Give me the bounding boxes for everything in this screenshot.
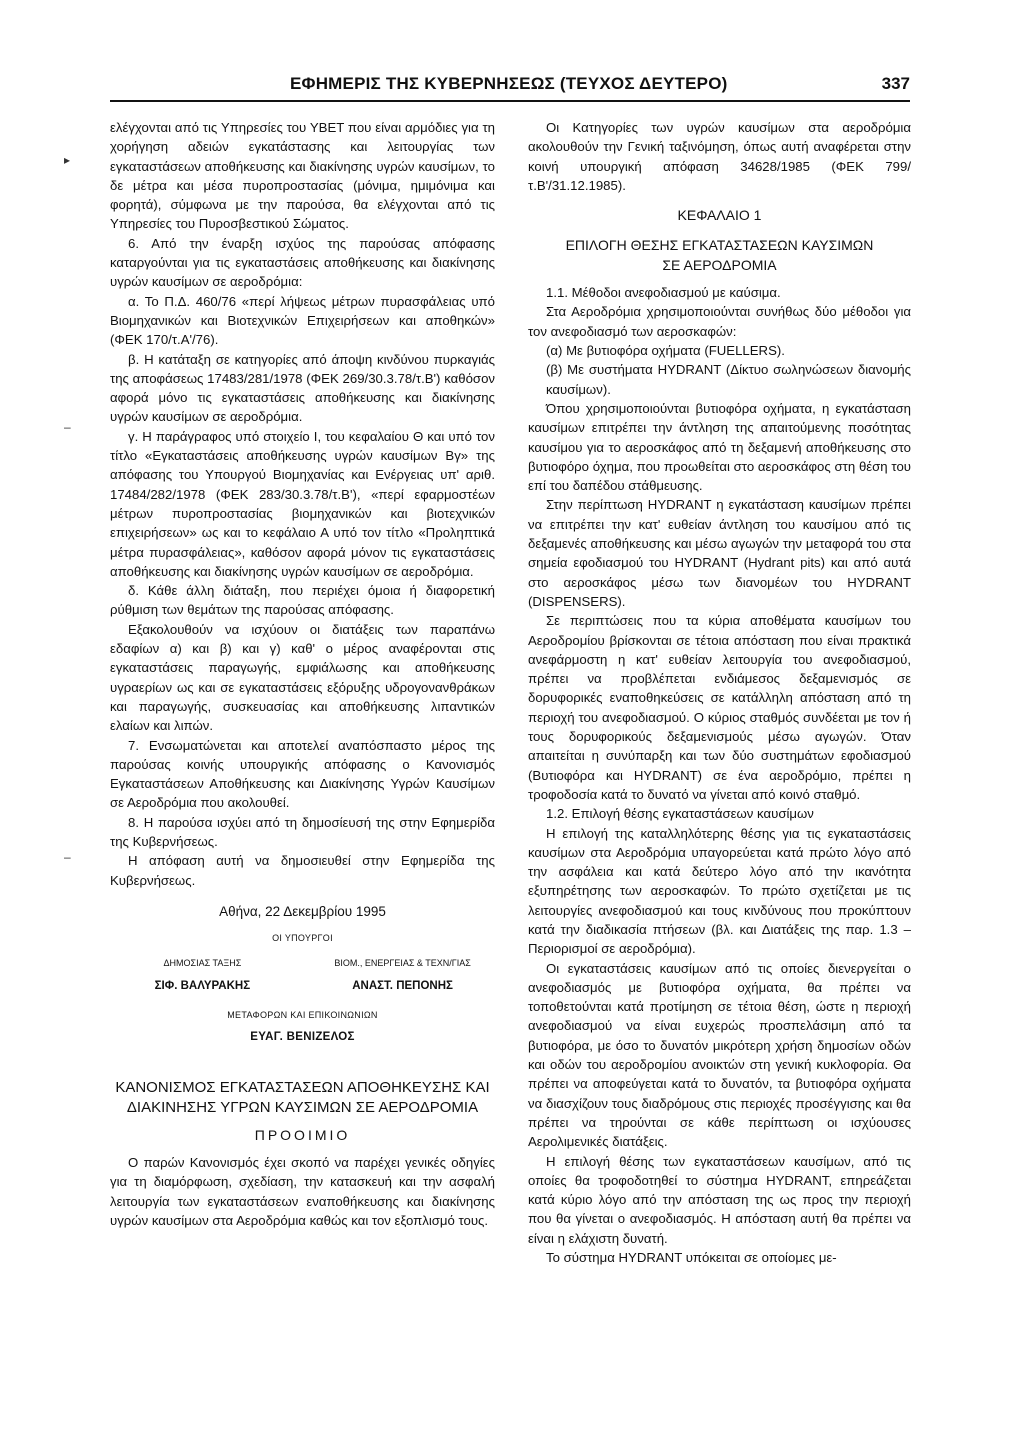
paragraph: Εξακολουθούν να ισχύουν οι διατάξεις των παραπάνω εδαφίων α) και β) και γ) καθ' ο μέρος αναφέρονται στις εγκαταστάσεις παραγωγής, εμφιάλωσης και αποθήκευσης υγραερίων ως και σε εγκαταστάσεις εξόρυξης υδρογονανθράκων και παραγωγής, συσκευασίας και αποθήκευσης λιπαντικών ελαίων και λιπών.	[110, 621, 495, 734]
minister-signature	[310, 954, 495, 996]
paragraph: 8. Η παρούσα ισχύει από τη δημοσίευσή της στην Εφημερίδα της Κυβερνήσεως.	[110, 814, 495, 849]
paragraph: β. Η κατάταξη σε κατηγορίες από άποψη κινδύνου πυρκαγιάς της αποφάσεως 17483/281/1978 (ΦΕΚ 269/30.3.78/τ.Β') καθόσον αφορά μόνο τις εγκαταστάσεις αποθήκευσης και διακίνησης υγρών καυσίμων σε αεροδρόμια.	[110, 351, 495, 425]
preamble-heading: ΠΡΟΟΙΜΙΟ	[254, 1126, 351, 1143]
paragraph: Όπου χρησιμοποιούνται βυτιοφόρα οχήματα, η εγκατάσταση καυσίμων επιτρέπει την άντληση της απαιτούμενης ποσότητας καυσίμου για το αεροσκάφος από τη δεξαμενή αποθήκευσης στο βυτιοφόρο όχημα, που προωθείται στο αεροσκάφος στη θέση του επί του δαπέδου στάθμευσης.	[528, 400, 911, 494]
chapter-title-line: ΕΠΙΛΟΓΗ ΘΕΣΗΣ ΕΓΚΑΤΑΣΤΑΣΕΩΝ ΚΑΥΣΙΜΩΝ	[565, 237, 874, 254]
paragraph: Το σύστημα HYDRANT υπόκειται σε οποίομες με-	[546, 1250, 837, 1266]
signature-block	[110, 902, 495, 1048]
minister-name: ΑΝΑΣΤ. ΠΕΠΟΝΗΣ	[352, 979, 453, 992]
paragraph: Η απόφαση αυτή να δημοσιευθεί στην Εφημερίδα της Κυβερνήσεως.	[110, 853, 495, 888]
paragraph: α. Το Π.Δ. 460/76 «περί λήψεως μέτρων πυρασφάλειας υπό Βιομηχανικών και Βιοτεχνικών Επιχειρήσεων και αποθηκών» (ΦΕΚ 170/τ.Α'/76).	[110, 293, 495, 348]
paragraph: Σε περιπτώσεις που τα κύρια αποθέματα καυσίμων του Αεροδρομίου βρίσκονται σε τέτοια απόσταση που είναι πρακτικά ανεφάρμοστη η κατ' ευθείαν λειτουργία του ανεφοδιασμού, πρέπει να προβλέπεται ενδιάμεσος δεξαμενισμός σε δορυφορικές εναποθηκεύσεις σε κατάλληλη απόσταση από τη περιοχή του ανεφοδιασμού. Ο κύριος σταθμός συνδέεται με τον ή τους δορυφορικούς δεξαμενισμούς μέσω αγωγών. Όταν απαιτείται η συνύπαρξη και των δύο συστημάτων εφοδιασμού (Βυτιοφόρα και HYDRANT) σε ένα αεροδρόμιο, πρέπει η τροφοδοσία κατά το δυνατό να γίνεται από κοινό σταθμό.	[528, 613, 911, 802]
paragraph: Ο παρών Κανονισμός έχει σκοπό να παρέχει γενικές οδηγίες για τη διαμόρφωση, σχεδίαση, την κατασκευή και την ασφαλή λειτουργία των εγκαταστάσεων εναποθήκευσης και διακίνησης υγρών καυσίμων στα Αεροδρόμια καθώς και τον εξοπλισμό τους.	[110, 1154, 495, 1228]
margin-mark: –	[64, 420, 71, 434]
section-heading: 1.2. Επιλογή θέσης εγκαταστάσεων καυσίμων	[546, 806, 814, 822]
margin-mark: –	[64, 850, 71, 864]
right-column	[528, 118, 911, 1267]
paragraph: γ. Η παράγραφος υπό στοιχείο Ι, του κεφαλαίου Θ και υπό τον τίτλο «Εγκαταστάσεις αποθήκευσης υγρών καυσίμων Βγ» της απόφασης του Υπουργού Βιομηχανίας και Ενέργειας υπ' αριθ. 17484/282/1978 (ΦΕΚ 283/30.3.78/τ.Β'), «περί εφαρμοστέων μέτρων πυροπροστασίας βιομηχανικών και βιοτεχνικών επιχειρήσεων» ως και το κεφάλαιο Α υπό τον τίτλο «Προληπτικά μέτρα πυρασφάλειας», καθόσον αφορά μόνον τις εγκαταστάσεις αποθήκευσης και διακίνησης υγρών καυσίμων σε αεροδρόμια.	[110, 428, 495, 579]
chapter-number: ΚΕΦΑΛΑΙΟ 1	[677, 207, 762, 224]
paragraph: δ. Κάθε άλλη διάταξη, που περιέχει όμοια ή διαφορετική ρύθμιση των θεμάτων της παρούσας απόφασης.	[110, 583, 495, 618]
gazette-title: ΕΦΗΜΕΡΙΣ ΤΗΣ ΚΥΒΕΡΝΗΣΕΩΣ (ΤΕΥΧΟΣ ΔΕΥΤΕΡΟ)	[290, 74, 728, 93]
chapter-heading	[528, 205, 911, 275]
paragraph: Η επιλογή της καταλληλότερης θέσης για τις εγκαταστάσεις καυσίμων στα Αεροδρόμια υπαγορεύεται κατά πρώτο λόγο από την ασφάλεια και κατά δεύτερο λόγο από την ικανότητα εξυπηρέτησης των αεροσκαφών. Το πρώτο σχετίζεται με τις λειτουργίες ανεφοδιασμού και τους κινδύνους που προκύπτουν κατά την διαδικασία πτήσεων (βλ. και Διατάξεις της παρ. 1.3 – Περιορισμοί σε αεροδρόμια).	[528, 825, 911, 957]
minister-title: ΔΗΜΟΣΙΑΣ ΤΑΞΗΣ	[163, 958, 242, 969]
section-heading: 1.1. Μέθοδοι ανεφοδιασμού με καύσιμα.	[546, 285, 781, 301]
regulation-title-line: ΚΑΝΟΝΙΣΜΟΣ ΕΓΚΑΤΑΣΤΑΣΕΩΝ ΑΠΟΘΗΚΕΥΣΗΣ ΚΑΙ	[115, 1078, 490, 1096]
paragraph: Η επιλογή θέσης των εγκαταστάσεων καυσίμων, από τις οποίες θα τροφοδοτηθεί το σύστημα HYDRANT, επηρεάζεται κατά κύριο λόγο από την απόσταση της ως προς την περιοχή που θα γίνεται ο ανεφοδιασμός. Η απόσταση αυτή θα πρέπει να είναι η ελάχιστη δυνατή.	[528, 1153, 911, 1246]
regulation-title-line: ΔΙΑΚΙΝΗΣΗΣ ΥΓΡΩΝ ΚΑΥΣΙΜΩΝ ΣΕ ΑΕΡΟΔΡΟΜΙΑ	[126, 1098, 479, 1116]
paragraph: Οι Κατηγορίες των υγρών καυσίμων στα αεροδρόμια ακολουθούν την Γενική ταξινόμηση, όπως αυτή αναφέρεται στην κοινή υπουργική απόφαση 34628/1985 (ΦΕΚ 799/τ.Β'/31.12.1985).	[528, 120, 911, 193]
paragraph: 7. Ενσωματώνεται και αποτελεί αναπόσπαστο μέρος της παρούσας κοινής υπουργικής απόφασης ο Κανονισμός Εγκαταστάσεων Αποθήκευσης και Διακίνησης Υγρών Καυσίμων σε Αεροδρόμια που ακολουθεί.	[110, 737, 495, 811]
ministers-label: ΟΙ ΥΠΟΥΡΓΟΙ	[272, 933, 333, 944]
minister-title: ΒΙΟΜ., ΕΝΕΡΓΕΙΑΣ & ΤΕΧΝ/ΓΙΑΣ	[334, 958, 471, 969]
list-item: (α) Με βυτιοφόρα οχήματα (FUELLERS).	[546, 343, 785, 359]
paragraph: Στα Αεροδρόμια χρησιμοποιούνται συνήθως δύο μέθοδοι για τον ανεφοδιασμό των αεροσκαφών:	[528, 304, 911, 339]
margin-mark: ▸	[64, 153, 71, 167]
list-item: (β) Με συστήματα HYDRANT (Δίκτυο σωληνώσεων διανομής καυσίμων).	[546, 362, 911, 397]
minister-signature	[110, 1006, 495, 1048]
minister-name: ΕΥΑΓ. ΒΕΝΙΖΕΛΟΣ	[250, 1031, 355, 1044]
signature-row	[110, 954, 495, 996]
paragraph: Στην περίπτωση HYDRANT η εγκατάσταση καυσίμων πρέπει να επιτρέπει την κατ' ευθείαν άντληση του καυσίμου από τις δεξαμενές αποθήκευσης και μέσω αγωγών την μεταφορά του στα σημεία εφοδιασμού του HYDRANT (Hydrant pits) και από αυτά στο αεροσκάφος μέσω των διανομέων του HYDRANT (DISPENSERS).	[528, 497, 911, 609]
page-number: 337	[881, 74, 910, 93]
paragraph: 6. Από την έναρξη ισχύος της παρούσας απόφασης καταργούνται για τις εγκαταστάσεις αποθήκευσης και διακίνησης υγρών καυσίμων σε αεροδρόμια:	[110, 235, 495, 290]
minister-name: ΣΙΦ. ΒΑΛΥΡΑΚΗΣ	[154, 979, 251, 992]
signature-date: Αθήνα, 22 Δεκεμβρίου 1995	[219, 903, 386, 919]
paragraph: ελέγχονται από τις Υπηρεσίες του ΥΒΕΤ που είναι αρμόδιες για τη χορήγηση αδειών εγκατάστασης και λειτουργίας των εγκαταστάσεων αποθήκευσης και διακίνησης υγρών καυσίμων, το δε μέτρα και μέσα πυροπροστασίας (μόνιμα, ημιμόνιμα και φορητά), σύμφωνα με την παρούσα, θα ελέγχονται από τις Υπηρεσίες του Πυροσβεστικού Σώματος.	[110, 120, 495, 232]
page-header	[110, 70, 910, 102]
left-column	[110, 118, 495, 1230]
paragraph: Οι εγκαταστάσεις καυσίμων από τις οποίες διενεργείται ο ανεφοδιασμός με βυτιοφόρα οχήματα, θα πρέπει να τοποθετούνται κατά προτίμηση σε τέτοια θέση, ώστε η περιοχή ανεφοδιασμού να είναι ευχερώς προσπελάσιμη από τα βυτιοφόρα, με όσο το δυνατόν μικρότερη χρήση δημοσίων οδών και οδών του αεροδρομίου ανοικτών στη γενική κυκλοφορία. Θα πρέπει να αποφεύγεται κατά το δυνατόν, τα βυτιοφόρα οχήματα να διασχίζουν τους διαδρόμους στις περιοχές προσέγγισης και θα πρέπει να τηρούνται σε κάθε περίπτωση οι ισχύουσες Αερολιμενικές διατάξεις.	[528, 960, 911, 1150]
minister-title: ΜΕΤΑΦΟΡΩΝ ΚΑΙ ΕΠΙΚΟΙΝΩΝΙΩΝ	[227, 1010, 378, 1021]
chapter-title-line: ΣΕ ΑΕΡΟΔΡΟΜΙΑ	[662, 257, 777, 274]
minister-signature	[110, 954, 295, 996]
regulation-title	[110, 1078, 495, 1118]
